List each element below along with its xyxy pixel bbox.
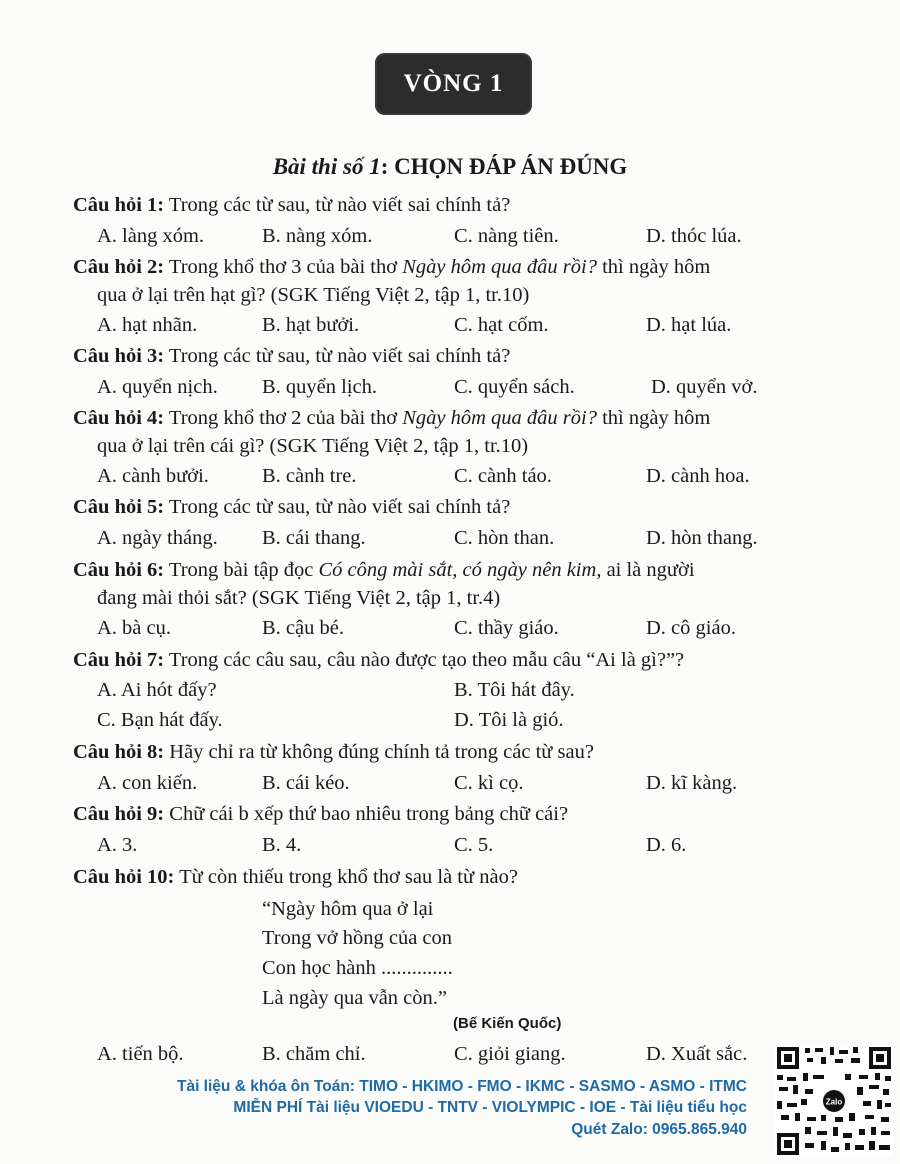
q3-option-b: B. quyển lịch. bbox=[262, 376, 378, 398]
q6-option-c: C. thầy giáo. bbox=[454, 617, 559, 639]
q5-option-d: D. hòn thang. bbox=[646, 527, 758, 549]
footer-line-1: Tài liệu & khóa ôn Toán: TIMO - HKIMO - FMO - IKMC - SASMO - ASMO - ITMC bbox=[176, 1078, 747, 1095]
q9-option-c: C. 5. bbox=[454, 834, 494, 856]
q3-option-d: D. quyển vở. bbox=[651, 376, 758, 398]
q3-option-c: C. quyển sách. bbox=[454, 376, 575, 398]
q5-option-c: C. hòn than. bbox=[454, 527, 555, 549]
q3-option-a: A. quyển nịch. bbox=[97, 376, 218, 398]
q6-option-b: B. cậu bé. bbox=[262, 617, 344, 639]
q2-option-d: D. hạt lúa. bbox=[646, 314, 732, 336]
question-6: Câu hỏi 6: Trong bài tập đọc Có công mài sắt, có ngày nên kim, ai là người bbox=[73, 559, 695, 581]
poem-author: (Bế Kiến Quốc) bbox=[453, 1015, 562, 1032]
q4-option-c: C. cành táo. bbox=[454, 465, 552, 487]
q4-option-d: D. cành hoa. bbox=[646, 465, 750, 487]
zalo-qr-code[interactable] bbox=[775, 1045, 893, 1157]
q10-option-d: D. Xuất sắc. bbox=[646, 1043, 748, 1065]
q8-option-c: C. kì cọ. bbox=[454, 772, 524, 794]
q7-option-a: A. Ai hót đấy? bbox=[97, 679, 217, 701]
q1-option-b: B. nàng xóm. bbox=[262, 225, 373, 247]
q8-option-d: D. kĩ kàng. bbox=[646, 772, 738, 794]
q1-option-a: A. làng xóm. bbox=[97, 225, 205, 247]
q7-option-c: C. Bạn hát đấy. bbox=[97, 709, 223, 731]
question-9: Câu hỏi 9: Chữ cái b xếp thứ bao nhiêu trong bảng chữ cái? bbox=[73, 803, 569, 825]
q7-option-b: B. Tôi hát đây. bbox=[454, 679, 575, 701]
question-2: Câu hỏi 2: Trong khổ thơ 3 của bài thơ Ngày hôm qua đâu rồi? thì ngày hôm bbox=[73, 256, 711, 278]
zalo-logo-text: Zalo bbox=[825, 1097, 843, 1107]
q9-option-d: D. 6. bbox=[646, 834, 687, 856]
poem-line-3: Con học hành .............. bbox=[262, 957, 453, 979]
q2-option-a: A. hạt nhãn. bbox=[97, 314, 198, 336]
q10-option-a: A. tiến bộ. bbox=[97, 1043, 184, 1065]
q9-option-a: A. 3. bbox=[97, 834, 138, 856]
poem-line-2: Trong vở hồng của con bbox=[262, 927, 453, 949]
question-8: Câu hỏi 8: Hãy chỉ ra từ không đúng chính tả trong các từ sau? bbox=[73, 741, 594, 763]
footer-line-3: Quét Zalo: 0965.865.940 bbox=[571, 1121, 747, 1138]
q10-option-b: B. chăm chỉ. bbox=[262, 1043, 366, 1065]
question-6-continued: đang mài thỏi sắt? (SGK Tiếng Việt 2, tập 1, tr.4) bbox=[97, 587, 501, 609]
q2-option-b: B. hạt bưởi. bbox=[262, 314, 360, 336]
q7-option-d: D. Tôi là gió. bbox=[454, 709, 564, 731]
test-title: Bài thi số 1: CHỌN ĐÁP ÁN ĐÚNG bbox=[272, 154, 628, 179]
q1-option-c: C. nàng tiên. bbox=[454, 225, 559, 247]
q6-option-d: D. cô giáo. bbox=[646, 617, 736, 639]
question-7: Câu hỏi 7: Trong các câu sau, câu nào được tạo theo mẫu câu “Ai là gì?”? bbox=[73, 649, 685, 671]
question-2-continued: qua ở lại trên hạt gì? (SGK Tiếng Việt 2, tập 1, tr.10) bbox=[97, 284, 530, 306]
q4-option-a: A. cành bưởi. bbox=[97, 465, 209, 487]
footer-line-2: MIỄN PHÍ Tài liệu VIOEDU - TNTV - VIOLYMPIC - IOE - Tài liệu tiểu học bbox=[233, 1099, 747, 1116]
q5-option-a: A. ngày tháng. bbox=[97, 527, 218, 549]
q4-option-b: B. cành tre. bbox=[262, 465, 357, 487]
q1-option-d: D. thóc lúa. bbox=[646, 225, 742, 247]
question-1: Câu hỏi 1: Trong các từ sau, từ nào viết sai chính tả? bbox=[73, 194, 511, 216]
q10-option-c: C. giỏi giang. bbox=[454, 1043, 566, 1065]
poem-line-1: “Ngày hôm qua ở lại bbox=[262, 898, 434, 920]
q9-option-b: B. 4. bbox=[262, 834, 302, 856]
round-badge: VÒNG 1 bbox=[375, 53, 532, 115]
q6-option-a: A. bà cụ. bbox=[97, 617, 172, 639]
q2-option-c: C. hạt cốm. bbox=[454, 314, 549, 336]
question-5: Câu hỏi 5: Trong các từ sau, từ nào viết sai chính tả? bbox=[73, 496, 511, 518]
question-10: Câu hỏi 10: Từ còn thiếu trong khổ thơ sau là từ nào? bbox=[73, 866, 518, 888]
question-3: Câu hỏi 3: Trong các từ sau, từ nào viết sai chính tả? bbox=[73, 345, 511, 367]
question-4: Câu hỏi 4: Trong khổ thơ 2 của bài thơ Ngày hôm qua đâu rồi? thì ngày hôm bbox=[73, 407, 711, 429]
poem-line-4: Là ngày qua vẫn còn.” bbox=[262, 987, 447, 1009]
question-4-continued: qua ở lại trên cái gì? (SGK Tiếng Việt 2, tập 1, tr.10) bbox=[97, 435, 529, 457]
q8-option-a: A. con kiến. bbox=[97, 772, 198, 794]
q8-option-b: B. cái kéo. bbox=[262, 772, 350, 794]
q5-option-b: B. cái thang. bbox=[262, 527, 366, 549]
